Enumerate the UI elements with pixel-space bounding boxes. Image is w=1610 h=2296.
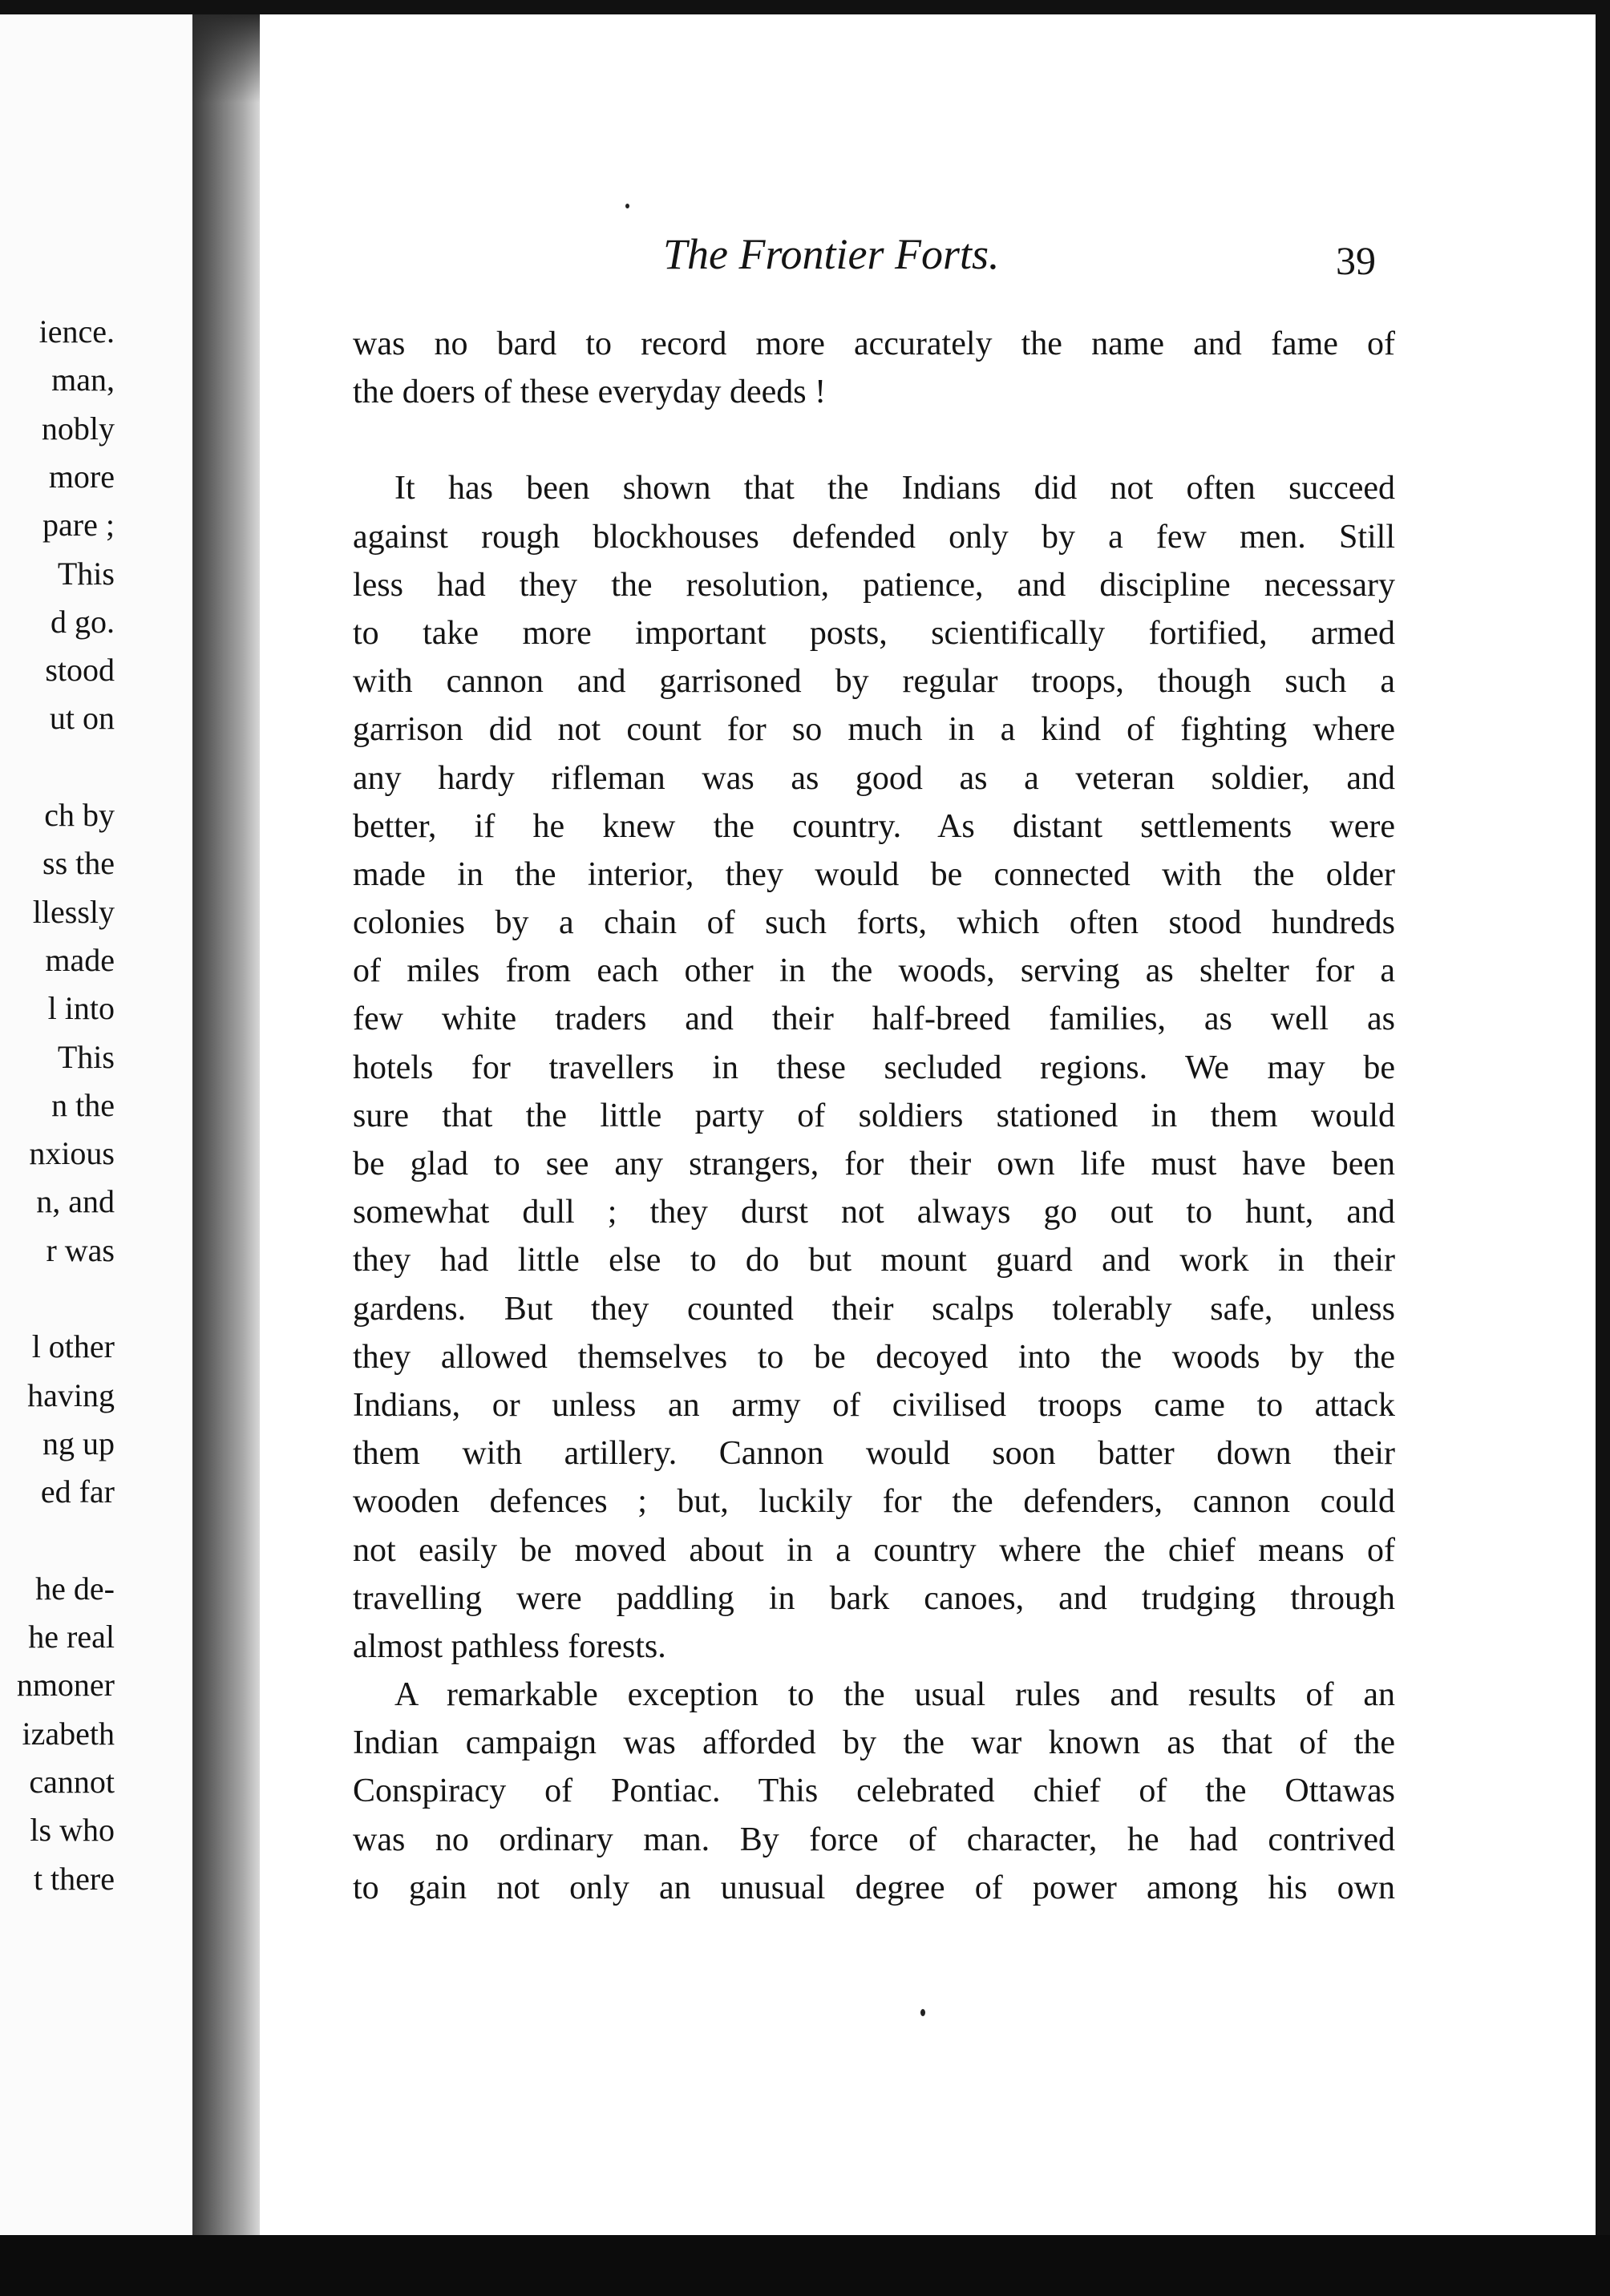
- text-line: travelling were paddling in bark canoes, and trudging through: [353, 1579, 1395, 1617]
- left-page-fragment: l other: [31, 1328, 115, 1365]
- text-line: somewhat dull ; they durst not always go out to hunt, and: [353, 1194, 1395, 1231]
- text-line: A remarkable exception to the usual rules and results of an: [394, 1676, 1395, 1714]
- text-line: they had little else to do but mount guard and work in their: [353, 1242, 1395, 1279]
- scan-border-bottom: [0, 2235, 1610, 2296]
- text-line: sure that the little party of soldiers stationed in them would: [353, 1097, 1395, 1134]
- left-page-fragment: ch by: [44, 797, 115, 833]
- page-number: 39: [1336, 238, 1376, 283]
- text-line: garrison did not count for so much in a kind of fighting where: [353, 711, 1395, 749]
- text-line: It has been shown that the Indians did not often succeed: [394, 470, 1395, 507]
- text-line: any hardy rifleman was as good as a veteran soldier, and: [353, 759, 1395, 797]
- scan-border-right: [1596, 0, 1610, 2296]
- left-page-fragment: ut on: [49, 700, 115, 737]
- text-line: better, if he knew the country. As distant settlements were: [353, 807, 1395, 845]
- text-line: Indian campaign was afforded by the war known as that of the: [353, 1724, 1395, 1762]
- text-line: was no ordinary man. By force of character, he had contrived: [353, 1821, 1395, 1858]
- text-line: made in the interior, they would be connected with the older: [353, 855, 1395, 893]
- text-line: to gain not only an unusual degree of power among his own: [353, 1869, 1395, 1906]
- left-page-fragment: more: [48, 458, 115, 495]
- text-line: gardens. But they counted their scalps tolerably safe, unless: [353, 1290, 1395, 1328]
- text-line: less had they the resolution, patience, and discipline necessary: [353, 566, 1395, 604]
- scan-border-top: [0, 0, 1610, 14]
- text-line: wooden defences ; but, luckily for the defenders, cannon could: [353, 1483, 1395, 1521]
- left-page-fragment: he real: [28, 1619, 115, 1655]
- text-line: not easily be moved about in a country where the chief means of: [353, 1531, 1395, 1569]
- text-line: almost pathless forests.: [353, 1627, 666, 1665]
- text-line: colonies by a chain of such forts, which often stood hundreds: [353, 904, 1395, 942]
- text-line: they allowed themselves to be decoyed into the woods by the: [353, 1338, 1395, 1376]
- left-page-fragment: stood: [45, 652, 115, 689]
- left-page-fragment: nobly: [41, 410, 115, 447]
- left-page-fragment: ience.: [38, 313, 115, 350]
- scan-speck: [920, 2009, 925, 2016]
- paragraph: [353, 464, 1395, 1671]
- left-page-fragment: cannot: [29, 1764, 115, 1800]
- text-line: be glad to see any strangers, for their own life must have been: [353, 1146, 1395, 1182]
- left-page-fragment: ss the: [42, 845, 115, 882]
- left-page-fragment: d go.: [51, 603, 115, 640]
- left-page-fragment: having: [27, 1376, 115, 1413]
- running-title: The Frontier Forts.: [663, 230, 1000, 278]
- left-page-fragment: man,: [51, 362, 115, 398]
- text-line: was no bard to record more accurately the name and fame of: [353, 325, 1395, 362]
- left-page-fragment: ed far: [40, 1473, 115, 1510]
- text-line: to take more important posts, scientifically fortified, armed: [353, 614, 1395, 652]
- text-line: of miles from each other in the woods, serving as shelter for a: [353, 952, 1395, 990]
- left-page-fragment: ls who: [30, 1812, 115, 1849]
- left-page-fragment: n the: [51, 1086, 115, 1123]
- text-line: against rough blockhouses defended only by a few men. Still: [353, 518, 1395, 556]
- left-page-fragment: This: [57, 1038, 115, 1075]
- left-page-fragment: r was: [46, 1231, 115, 1268]
- book-gutter: [192, 14, 260, 2235]
- left-page-fragment: t there: [33, 1860, 115, 1897]
- text-line: few white traders and their half-breed families, as well as: [353, 1000, 1395, 1038]
- paragraph: [353, 320, 1395, 416]
- text-line: the doers of these everyday deeds !: [353, 374, 827, 411]
- left-page-fragment: pare ;: [42, 507, 115, 544]
- paragraph: [353, 1671, 1395, 1912]
- left-page-fragment: nmoner: [16, 1667, 115, 1704]
- left-page-fragment: he de-: [35, 1570, 115, 1607]
- left-page-fragment: llessly: [32, 893, 115, 930]
- left-page-fragment: izabeth: [22, 1715, 115, 1752]
- text-line: them with artillery. Cannon would soon batter down their: [353, 1435, 1395, 1473]
- text-line: Indians, or unless an army of civilised troops came to attack: [353, 1386, 1395, 1424]
- body-text: [353, 320, 1395, 1912]
- left-page-fragment: l into: [47, 990, 115, 1027]
- text-line: with cannon and garrisoned by regular troops, though such a: [353, 663, 1395, 701]
- left-page-edge: [0, 14, 192, 2235]
- scan-speck: [625, 204, 629, 208]
- left-page-fragment: nxious: [29, 1135, 115, 1172]
- left-page-fragment: ng up: [42, 1425, 115, 1461]
- text-line: hotels for travellers in these secluded regions. We may be: [353, 1049, 1395, 1086]
- paragraph-break: [353, 416, 1395, 464]
- left-page-fragment: This: [57, 555, 115, 592]
- book-gutter-shadow: [192, 14, 260, 103]
- left-page-fragment: n, and: [36, 1183, 115, 1220]
- text-line: Conspiracy of Pontiac. This celebrated chief of the Ottawas: [353, 1773, 1395, 1810]
- left-page-fragment: made: [45, 941, 115, 978]
